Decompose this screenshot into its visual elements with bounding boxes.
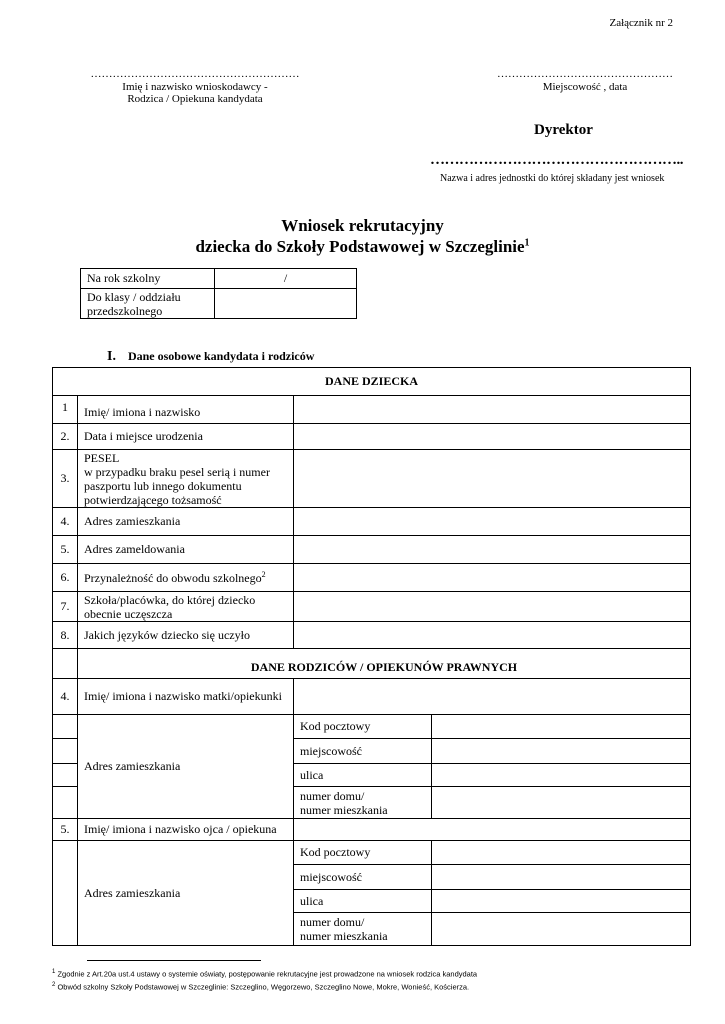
house-number-label-line2: numer mieszkania — [300, 929, 388, 943]
main-table — [52, 367, 691, 946]
house-number-label — [294, 913, 432, 946]
title-line1: Wniosek rekrutacyjny — [281, 216, 444, 235]
birth-date-place-field[interactable] — [294, 424, 691, 450]
footnote-1 — [52, 967, 692, 980]
applicant-block — [85, 68, 305, 105]
row-number-empty — [53, 764, 78, 787]
page-title — [0, 216, 725, 257]
pesel-note-line1: w przypadku braku pesel serią i numer — [84, 464, 270, 479]
section-number: I. — [107, 349, 116, 364]
footnote-1-text: Zgodnie z Art.20a ust.4 ustawy o systemie oświaty, postępowanie rekrutacyjne jest prowadzone na wniosek rodzica kandydata — [57, 969, 478, 979]
street-label: ulica — [294, 890, 432, 913]
mother-address-label: Adres zamieszkania — [78, 715, 294, 819]
pesel-label: PESEL — [84, 450, 120, 465]
father-street-field[interactable] — [432, 890, 691, 913]
director-note: Nazwa i adres jednostki do której składany jest wniosek — [440, 173, 665, 184]
street-label: ulica — [294, 764, 432, 787]
director-heading: Dyrektor — [534, 122, 593, 138]
row-label: Imię/ imiona i nazwisko ojca / opiekuna — [78, 819, 294, 841]
row-number: 4. — [53, 508, 78, 536]
school-district-field[interactable] — [294, 564, 691, 592]
row-number-empty — [53, 715, 78, 739]
section-heading — [107, 347, 314, 365]
place-date-dots: ………………………………………… — [497, 68, 673, 80]
current-school-label-line2: obecnie uczęszcza — [84, 606, 173, 621]
row-label: Adres zameldowania — [78, 536, 294, 564]
place-date-block — [495, 68, 675, 93]
class-label-line1: Do klasy / oddziału — [87, 289, 181, 304]
mother-name-field[interactable] — [294, 679, 691, 715]
title-line2-wrap — [0, 237, 725, 257]
footnote-2 — [52, 980, 692, 993]
house-number-label-line1: numer domu/ — [300, 915, 365, 929]
school-year-field[interactable]: / — [215, 269, 357, 289]
district-label: Przynależność do obwodu szkolnego — [84, 570, 262, 585]
footnote-2-text: Obwód szkolny Szkoły Podstawowej w Szczeglinie: Szczeglino, Węgorzewo, Szczeglino Nowe, Mokre, Wonieść, Kościerza. — [57, 982, 470, 991]
table-row — [53, 592, 691, 622]
row-label: Imię/ imiona i nazwisko — [78, 396, 294, 424]
current-school-field[interactable] — [294, 592, 691, 622]
child-section-header: DANE DZIECKA — [53, 368, 691, 396]
father-postal-code-field[interactable] — [432, 841, 691, 865]
row-number: 4. — [53, 679, 78, 715]
row-label — [78, 450, 294, 508]
footnote-divider — [87, 960, 261, 961]
applicant-label-line2: Rodzica / Opiekuna kandydata — [127, 93, 263, 105]
mother-locality-field[interactable] — [432, 739, 691, 764]
house-number-label-line2: numer mieszkania — [300, 802, 388, 817]
father-address-label: Adres zamieszkania — [78, 841, 294, 946]
table-row — [53, 622, 691, 649]
row-number-empty — [53, 787, 78, 819]
mother-postal-code-field[interactable] — [432, 715, 691, 739]
residence-address-field[interactable] — [294, 508, 691, 536]
title-line2: dziecka do Szkoły Podstawowej w Szczeglinie — [195, 237, 525, 256]
table-row — [53, 564, 691, 592]
pesel-note-line3: potwierdzającego tożsamość — [84, 492, 222, 507]
section-title: Dane osobowe kandydata i rodziców — [127, 349, 315, 363]
table-row — [53, 819, 691, 841]
row-number: 5. — [53, 819, 78, 841]
house-number-label-line1: numer domu/ — [300, 788, 365, 803]
row-number-empty — [53, 841, 78, 946]
row-number: 6. — [53, 564, 78, 592]
table-row — [53, 536, 691, 564]
postal-code-label: Kod pocztowy — [294, 841, 432, 865]
title-footnote-ref: 1 — [524, 237, 530, 249]
table-row — [53, 396, 691, 424]
table-row — [53, 424, 691, 450]
registered-address-field[interactable] — [294, 536, 691, 564]
row-number: 5. — [53, 536, 78, 564]
row-number: 3. — [53, 450, 78, 508]
postal-code-label: Kod pocztowy — [294, 715, 432, 739]
pesel-field[interactable] — [294, 450, 691, 508]
district-footnote-ref: 2 — [261, 569, 266, 579]
father-name-field[interactable] — [294, 819, 691, 841]
footnotes — [52, 967, 692, 992]
row-number: 2. — [53, 424, 78, 450]
row-label: Data i miejsce urodzenia — [78, 424, 294, 450]
row-number: 1 — [53, 396, 78, 424]
row-number-empty — [53, 739, 78, 764]
table-row — [53, 450, 691, 508]
table-row — [53, 679, 691, 715]
row-label: Adres zamieszkania — [78, 508, 294, 536]
director-dots: …………………………………………….. — [430, 152, 683, 168]
table-row — [53, 508, 691, 536]
school-year-table — [80, 268, 357, 319]
row-number: 8. — [53, 622, 78, 649]
applicant-dots: ………………………………………………… — [90, 68, 300, 80]
class-field[interactable] — [215, 289, 357, 319]
father-locality-field[interactable] — [432, 865, 691, 890]
mother-house-number-field[interactable] — [432, 787, 691, 819]
current-school-label-line1: Szkoła/placówka, do której dziecko — [84, 592, 256, 607]
languages-field[interactable] — [294, 622, 691, 649]
row-label: Imię/ imiona i nazwisko matki/opiekunki — [78, 679, 294, 715]
row-number: 7. — [53, 592, 78, 622]
child-name-field[interactable] — [294, 396, 691, 424]
row-label — [78, 564, 294, 592]
locality-label: miejscowość — [294, 739, 432, 764]
father-house-number-field[interactable] — [432, 913, 691, 946]
row-label: Jakich języków dziecko się uczyło — [78, 622, 294, 649]
row-label — [78, 592, 294, 622]
footnote-2-number: 2 — [52, 981, 56, 988]
place-date-label: Miejscowość , data — [542, 81, 628, 93]
house-number-label — [294, 787, 432, 819]
class-label — [81, 289, 215, 319]
pesel-note-line2: paszportu lub innego dokumentu — [84, 478, 242, 493]
mother-street-field[interactable] — [432, 764, 691, 787]
parents-section-header: DANE RODZICÓW / OPIEKUNÓW PRAWNYCH — [78, 649, 691, 679]
parents-header-spacer — [53, 649, 78, 679]
applicant-label-line1: Imię i nazwisko wnioskodawcy - — [122, 81, 268, 93]
annex-label: Załącznik nr 2 — [609, 17, 673, 29]
school-year-label: Na rok szkolny — [81, 269, 215, 289]
footnote-1-number: 1 — [52, 969, 56, 975]
class-label-line2: przedszkolnego — [87, 303, 163, 318]
locality-label: miejscowość — [294, 865, 432, 890]
